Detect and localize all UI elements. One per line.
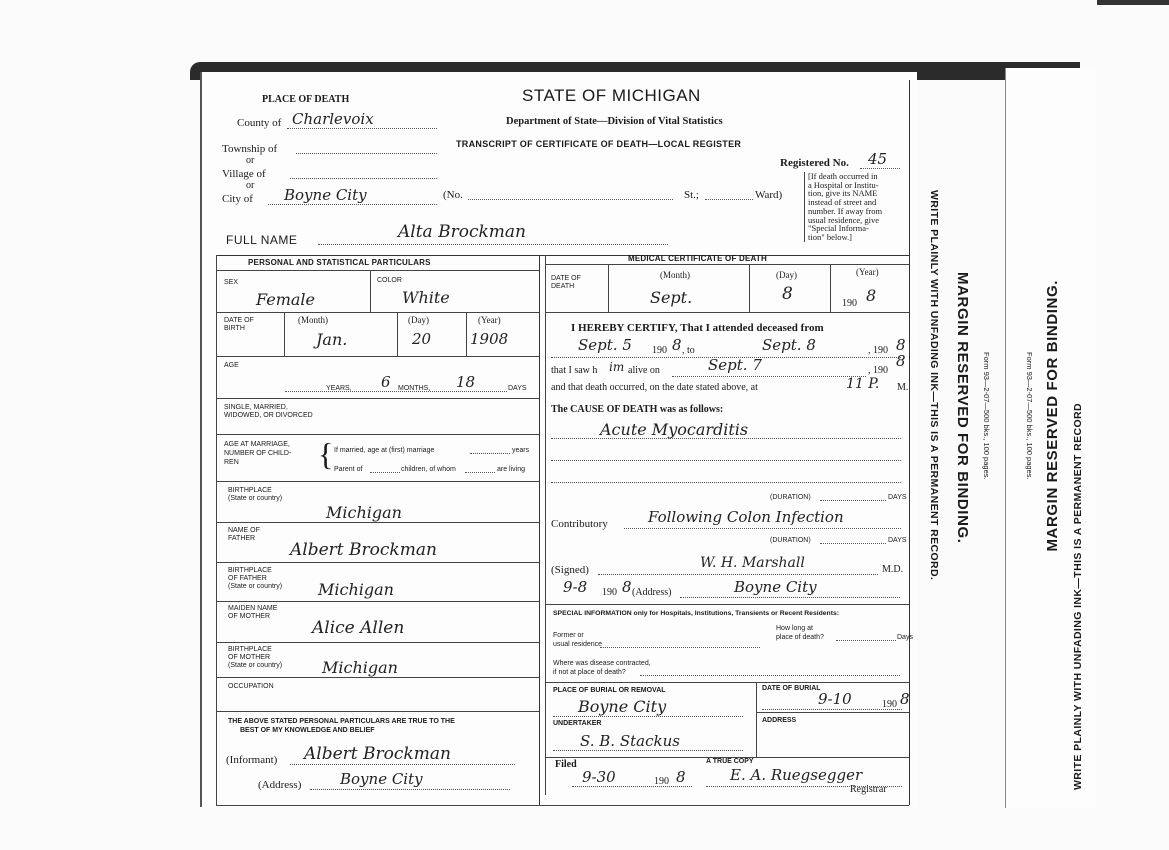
city-label: City of [222,193,253,205]
age-years-label: YEARS, [326,385,352,392]
attend-from-year-prefix: 190 [652,345,667,356]
duration-label-2: (DURATION) [770,537,811,544]
table-bottom-rule [216,805,909,806]
registrar-label: Registrar [850,784,887,795]
married-age-line [470,453,510,454]
registered-number: 45 [868,150,888,168]
form-number-label-2: Form 93—2-07—500 bks., 100 pages. [1025,352,1034,480]
burial-divider [756,682,757,757]
occupation-label: OCCUPATION [228,683,274,690]
city-value: Boyne City [284,186,367,204]
marriage-label-2: NUMBER OF CHILD- [224,450,292,457]
township-line [296,153,437,154]
street-label: St.; [684,189,699,201]
dod-month-label: (Month) [660,270,690,280]
or-label-2: or [246,180,255,191]
scan-edge [1097,0,1169,5]
sex-color-divider [370,270,371,312]
sex-value: Female [256,290,315,309]
former-residence-label-2: usual residence [553,641,603,648]
age-days-label: DAYS [508,385,527,392]
marital-label-2: WIDOWED, OR DIVORCED [224,412,313,419]
informant-address-value: Boyne City [340,770,423,788]
to-label: , to [682,345,695,356]
dob-year-value: 1908 [470,330,509,348]
registrar-signature: E. A. Ruegsegger [730,766,863,784]
dob-day-box [396,312,467,357]
left-border [216,255,217,805]
undertaker-label: UNDERTAKER [553,720,602,727]
occurred-text: and that death occurred, on the date stated above, at [551,382,758,393]
filed-label: Filed [555,759,577,770]
age-months-value: 6 [381,373,391,391]
informant-label: (Informant) [226,754,278,766]
attend-from-year: 8 [672,336,682,354]
registered-label: Registered No. [780,157,849,169]
saw-line [672,376,866,377]
parent-of-text: Parent of [334,466,363,473]
physician-address-value: Boyne City [734,578,817,596]
dob-year-label: (Year) [478,315,501,325]
street-line [468,199,673,200]
dob-label-2: BIRTH [224,325,245,332]
dod-year-value: 8 [866,286,877,305]
rule-signed [545,604,909,605]
full-name-value: Alta Brockman [398,222,526,242]
days-label-2: DAYS [888,537,907,544]
saw-date-value: Sept. 7 [708,356,762,374]
sign-date-value: 9-8 [563,578,588,596]
mother-bp-label-2: OF MOTHER [228,654,270,661]
father-bp-label-3: (State or country) [228,583,283,590]
dob-day-label: (Day) [408,315,429,325]
age-label: AGE [224,362,239,369]
marriage-brace: { [318,436,334,472]
age-days-value: 18 [456,373,476,391]
full-name-line [318,244,668,245]
full-name-label: FULL NAME [226,233,298,247]
rule-age [216,398,539,399]
contracted-line [640,675,900,676]
undertaker-address-label: ADDRESS [762,717,797,724]
age-line [285,391,507,392]
saw-year-value: 8 [896,352,906,370]
rule-marital [216,434,539,435]
center-divider [539,255,540,805]
personal-title: PERSONAL AND STATISTICAL PARTICULARS [248,258,431,267]
mother-label-2: OF MOTHER [228,613,270,620]
birthplace-value: Michigan [326,503,402,522]
cause-line-1 [551,438,901,439]
dod-month-value: Sept. [650,288,693,307]
contributory-value: Following Colon Infection [648,508,844,526]
married-age-text: If married, age at (first) marriage [334,447,435,454]
burial-place-line [553,716,743,717]
burial-date-label: DATE OF BURIAL [762,685,821,692]
rule-personal-title [216,270,539,271]
mother-label-1: MAIDEN NAME [228,605,278,612]
living-line [465,472,495,473]
birthplace-label-2: (State or country) [228,495,283,502]
dod-label-1: DATE OF [551,275,581,282]
dob-day-value: 20 [412,330,432,348]
undertaker-value: S. B. Stackus [580,732,680,750]
sign-year-value: 8 [622,578,632,596]
duration-label-1: (DURATION) [770,494,811,501]
physician-address-line [680,597,900,598]
filed-line [572,786,692,787]
note-bracket [804,172,805,242]
rule-mother [216,642,539,643]
sign-year-prefix: 190 [602,587,617,598]
county-line [287,128,437,129]
filed-date-value: 9-30 [582,768,616,786]
filed-year-prefix: 190 [654,776,669,787]
physician-signature: W. H. Marshall [700,555,805,571]
days-label-1: DAYS [888,494,907,501]
saw-him: im [609,360,625,374]
cause-label: The CAUSE OF DEATH was as follows: [551,404,724,415]
dod-year-prefix: 190 [842,298,857,309]
dob-month-value: Jan. [316,330,348,349]
village-line [290,178,437,179]
filed-year-value: 8 [676,768,686,786]
signed-line [598,574,878,575]
informant-address-line [310,789,510,790]
cause-line-2 [551,460,901,461]
dod-year-label: (Year) [856,267,879,277]
marriage-label-1: AGE AT MARRIAGE, [224,441,290,448]
state-title: STATE OF MICHIGAN [522,86,701,105]
father-bp-label-1: BIRTHPLACE [228,567,272,574]
signed-label: (Signed) [551,564,589,576]
death-time-value: 11 P. [846,376,880,392]
burial-date-line [762,709,902,710]
how-long-days: Days [897,634,913,641]
informant-address-label: (Address) [258,779,302,791]
former-residence-line [600,647,760,648]
father-bp-label-2: OF FATHER [228,575,267,582]
cause-value: Acute Myocarditis [600,420,749,439]
rule-burial-date [756,712,909,713]
margin-reserved-label-2: MARGIN RESERVED FOR BINDING. [1044,280,1061,552]
certify-text: I HEREBY CERTIFY, That I attended deceased from [571,322,824,334]
md-label: M.D. [882,564,904,575]
ward-label: Ward) [755,189,783,201]
birthplace-label-1: BIRTHPLACE [228,487,272,494]
contracted-label-2: if not at place of death? [553,669,626,676]
true-copy-label: A TRUE COPY [706,758,754,765]
burial-place-value: Boyne City [578,697,667,716]
table-top-rule [216,255,909,256]
county-label: County of [237,117,282,129]
contributory-line [624,528,901,529]
contributory-label: Contributory [551,518,608,530]
mother-bp-label-1: BIRTHPLACE [228,646,272,653]
former-residence-label-1: Former or [553,632,584,639]
rule-birthplace [216,522,539,523]
attend-to-year: 8 [896,336,906,354]
attest-line-1: THE ABOVE STATED PERSONAL PARTICULARS ARE TRUE TO THE [228,718,455,725]
write-plainly-notice-2: WRITE PLAINLY WITH UNFADING INK—THIS IS A PERMANENT RECORD [1072,402,1084,790]
color-value: White [402,288,450,307]
saw-year-prefix: , 190 [868,365,888,376]
color-label: COLOR [377,277,402,284]
father-label-2: FATHER [228,535,256,542]
hospital-note: [If death occurred in a Hospital or Institu- tion, give its NAME instead of street and number. If away from usual residence, give "Special Informa- tion" below.] [808,171,883,242]
duration-line-2 [820,543,886,544]
write-plainly-notice: WRITE PLAINLY WITH UNFADING INK—THIS IS A PERMANENT RECORD. [928,190,940,581]
rule-father [216,562,539,563]
father-label-1: NAME OF [228,527,260,534]
informant-value: Albert Brockman [304,744,451,764]
center-divider-inner [545,255,546,795]
duration-line-1 [820,500,886,501]
rule-marriage [216,481,539,482]
married-years-word: years [512,447,530,454]
undertaker-line [553,750,743,751]
rule-special [545,682,909,683]
rule-father-bp [216,601,539,602]
burial-date-value: 9-10 [818,690,852,708]
marital-label-1: SINGLE, MARRIED, [224,404,288,411]
dob-label-1: DATE OF [224,317,254,324]
burial-year-prefix: 190 [882,699,897,710]
attend-from-value: Sept. 5 [578,336,632,354]
attend-to-year-prefix: , 190 [868,345,888,356]
rule-occupation [216,711,539,712]
mother-bp-value: Michigan [322,658,398,677]
place-of-death-heading: PLACE OF DEATH [262,94,350,105]
death-time-m: M. [897,382,909,393]
living-text: are living [497,466,526,473]
burial-year-value: 8 [900,690,910,708]
street-no-label: (No. [443,189,463,201]
burial-place-label: PLACE OF BURIAL OR REMOVAL [553,687,666,694]
mother-value: Alice Allen [312,618,405,638]
ward-line [705,199,753,200]
dod-day-label: (Day) [776,270,797,280]
marriage-label-3: REN [224,459,239,466]
father-bp-value: Michigan [318,580,394,599]
age-months-label: MONTHS, [398,385,431,392]
informant-line [290,764,515,765]
sex-label: SEX [224,279,239,286]
department-line: Department of State—Division of Vital Statistics [506,116,723,127]
father-value: Albert Brockman [290,540,437,560]
dod-day-value: 8 [782,284,793,304]
rule-dob [216,356,539,357]
mother-bp-label-3: (State or country) [228,662,283,669]
children-text: children, of whom [401,466,456,473]
or-label-1: or [246,155,255,166]
city-line [268,204,437,205]
rule-mother-bp [216,677,539,678]
village-label: Village of [222,168,266,180]
dod-label-2: DEATH [551,283,575,290]
transcript-heading: TRANSCRIPT OF CERTIFICATE OF DEATH—LOCAL REGISTER [456,139,742,149]
parent-of-line [370,472,400,473]
saw-text-2: alive on [628,365,660,376]
how-long-line [836,640,896,641]
attest-line-2: BEST OF MY KNOWLEDGE AND BELIEF [240,727,375,734]
form-number-label: Form 93—2-07—500 bks., 100 pages. [982,352,991,480]
township-label: Township of [222,143,278,155]
dob-month-label: (Month) [298,315,328,325]
county-value: Charlevoix [292,110,374,128]
special-info-heading: SPECIAL INFORMATION only for Hospitals, Institutions, Transients or Recent Residents: [553,610,840,617]
contracted-label-1: Where was disease contracted, [553,660,651,667]
attend-to-value: Sept. 8 [762,336,816,354]
how-long-label-1: How long at [776,625,813,632]
margin-reserved-label: MARGIN RESERVED FOR BINDING. [954,272,971,544]
medical-title: MEDICAL CERTIFICATE OF DEATH [628,254,767,263]
saw-text-1: that I saw h [551,365,598,376]
how-long-label-2: place of death? [776,634,824,641]
rule-dod [545,312,909,313]
cause-line-3 [551,482,901,483]
physician-address-label: (Address) [632,587,672,598]
registered-line [860,168,900,169]
